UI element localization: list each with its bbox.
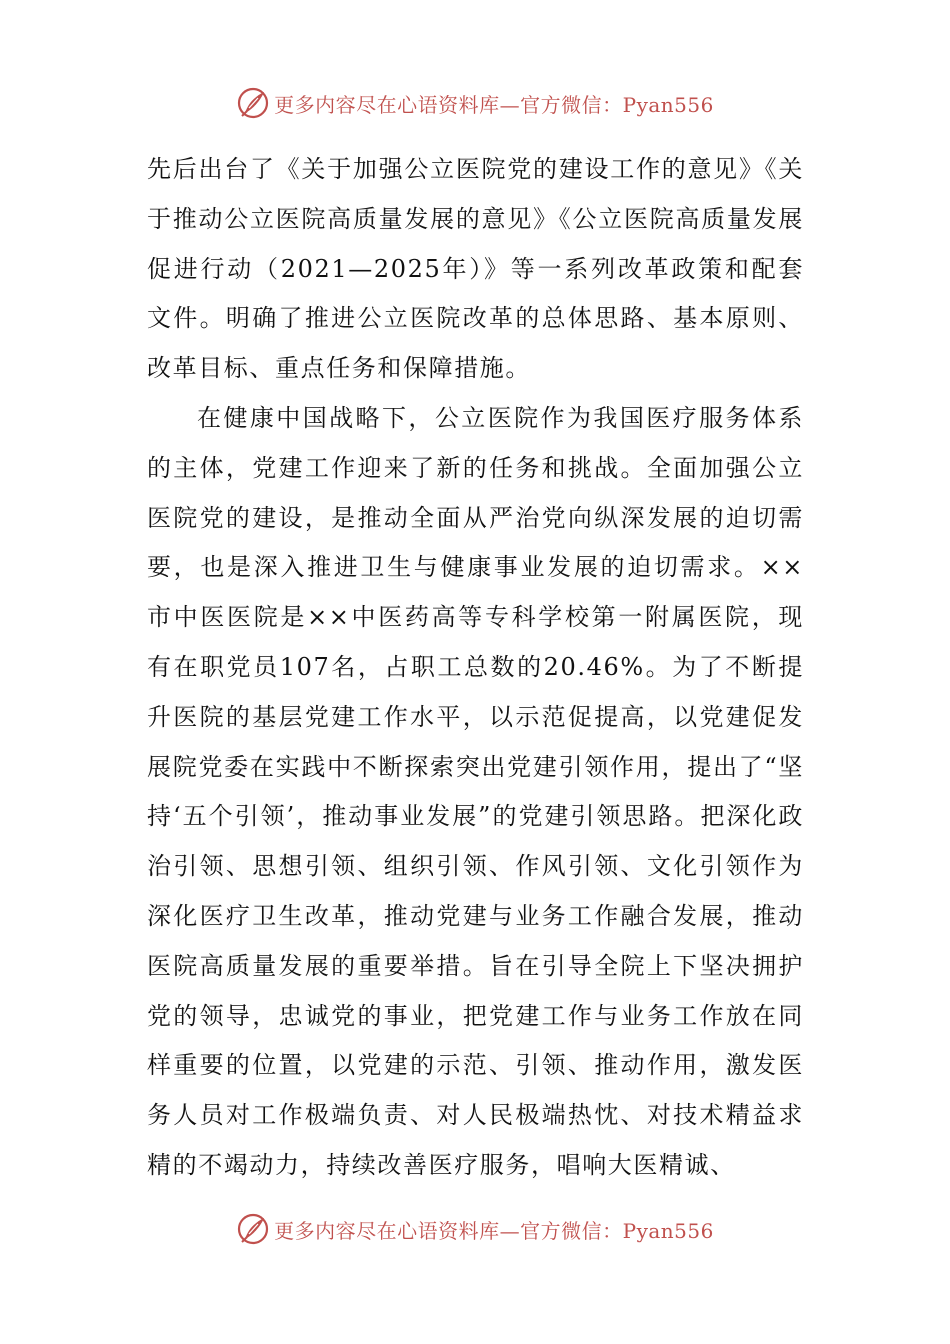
paragraph-2: 在健康中国战略下，公立医院作为我国医疗服务体系的主体，党建工作迎来了新的任务和挑战。全面加强公立医院党的建设，是推动全面从严治党向纵深发展的迫切需要，也是深入推进卫生与健康事业发展的迫切需求。××市中医医院是××中医药高等专科学校第一附属医院，现有在职党员107名，占职工总数的20.46%。为了不断提升医院的基层党建工作水平，以示范促提高，以党建促发展院党委在实践中不断探索突出党建引领作用，提出了“坚持‘五个引领’，推动事业发展”的党建引领思路。把深化政治引领、思想引领、组织引领、作风引领、文化引领作为深化医疗卫生改革，推动党建与业务工作融合发展，推动医院高质量发展的重要举措。旨在引导全院上下坚决拥护党的领导，忠诚党的事业，把党建工作与业务工作放在同样重要的位置，以党建的示范、引领、推动作用，激发医务人员对工作极端负责、对人民极端热忱、对技术精益求精的不竭动力，持续改善医疗服务，唱响大医精诚、 [147, 403, 804, 1179]
feather-pen-icon [236, 1212, 270, 1246]
footer-banner [0, 1209, 950, 1249]
paragraph-1: 先后出台了《关于加强公立医院党的建设工作的意见》《关于推动公立医院高质量发展的意见》《公立医院高质量发展促进行动（2021—2025年）》等一系列改革政策和配套文件。明确了推进公立医院改革的总体思路、基本原则、改革目标、重点任务和保障措施。 [147, 155, 804, 383]
header-banner [0, 83, 950, 123]
footer-banner-text: 更多内容尽在心语资料库—官方微信：Pyan556 [274, 1218, 714, 1243]
header-banner-text: 更多内容尽在心语资料库—官方微信：Pyan556 [274, 92, 714, 117]
feather-pen-icon [236, 86, 270, 120]
document-body [147, 145, 804, 1191]
